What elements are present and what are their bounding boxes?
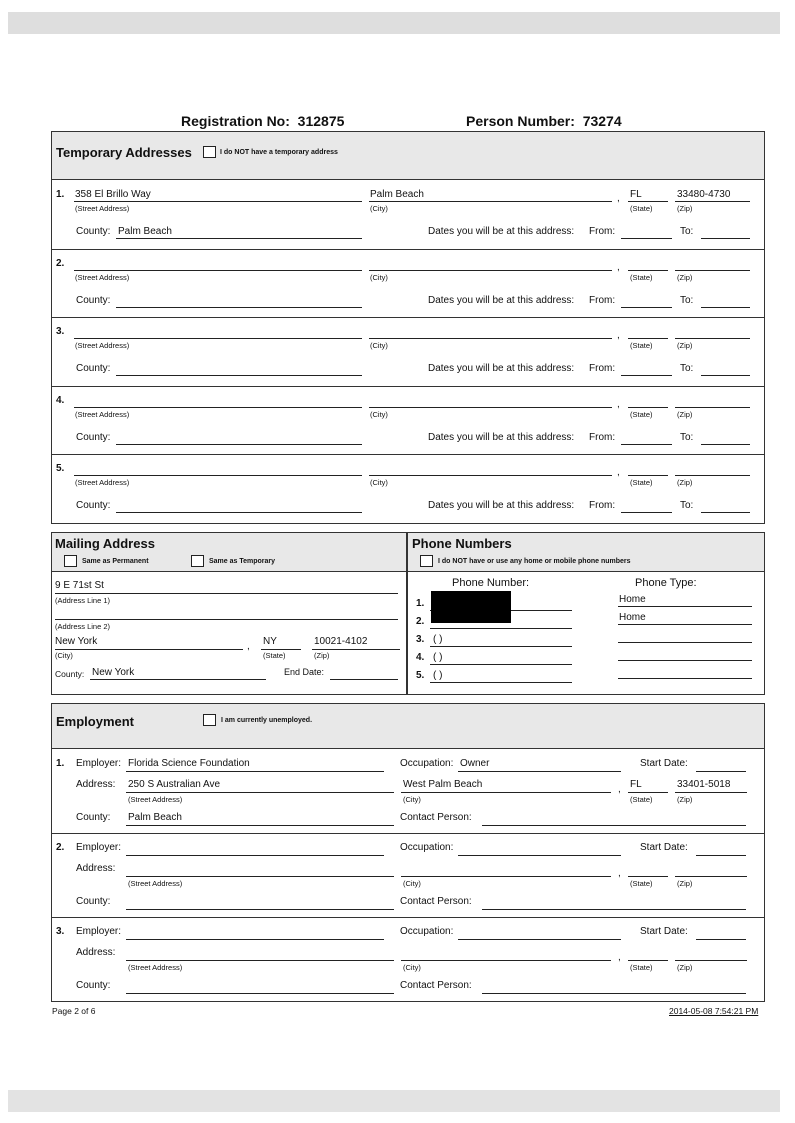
mailing-county-label: County: <box>55 669 85 679</box>
employment-street-caption: (Street Address) <box>128 795 183 804</box>
same-as-temporary-label: Same as Temporary <box>209 558 276 565</box>
temp-from-field[interactable] <box>621 444 672 445</box>
temp-city-caption: (City) <box>370 409 388 419</box>
start-date-label: Start Date: <box>640 926 688 937</box>
temp-zip-caption: (Zip) <box>677 409 693 419</box>
phone-row-number: 2. <box>416 616 425 627</box>
temp-from-label: From: <box>589 226 616 237</box>
phone-number-value: ( ) <box>433 634 443 645</box>
temp-dates-label: Dates you will be at this address: <box>428 363 575 374</box>
employer-label: Employer: <box>76 842 122 853</box>
temp-zip-field[interactable] <box>675 475 750 476</box>
temp-city-field[interactable] <box>369 338 612 339</box>
phone-type-value: Home <box>619 594 646 605</box>
employment-city-caption: (City) <box>403 879 421 888</box>
occupation-field[interactable] <box>458 771 621 772</box>
employer-label: Employer: <box>76 758 122 769</box>
temp-dates-label: Dates you will be at this address: <box>428 226 575 237</box>
employer-label: Employer: <box>76 926 122 937</box>
temp-zip-caption: (Zip) <box>677 478 693 487</box>
address-label: Address: <box>76 779 116 790</box>
temp-street-caption: (Street Address) <box>75 478 130 487</box>
phone-type-field[interactable] <box>618 642 752 643</box>
employment-band <box>52 704 764 749</box>
temp-row-number: 5. <box>56 463 65 474</box>
temp-city-field[interactable] <box>369 407 612 408</box>
employment-city-field[interactable] <box>401 792 611 793</box>
employment-city-comma: , <box>618 868 621 879</box>
mailing-city-caption: (City) <box>55 651 73 660</box>
mailing-state-field[interactable] <box>261 649 301 650</box>
temp-state-field[interactable] <box>628 475 668 476</box>
phone-type-field[interactable] <box>618 660 752 661</box>
employment-state-field[interactable] <box>628 960 668 961</box>
temp-row-divider <box>52 454 764 455</box>
employment-row-number: 3. <box>56 926 65 937</box>
temp-row-divider <box>52 317 764 318</box>
mailing-county-field[interactable] <box>90 679 266 680</box>
temp-row-divider <box>52 249 764 250</box>
mailing-line1-caption: (Address Line 1) <box>55 596 111 605</box>
temp-to-field[interactable] <box>701 444 750 445</box>
phone-row-number: 3. <box>416 634 425 645</box>
occupation-value: Owner <box>460 758 490 769</box>
start-date-field[interactable] <box>696 855 746 856</box>
temp-to-field[interactable] <box>701 307 750 308</box>
employment-zip-caption: (Zip) <box>677 879 693 888</box>
mailing-end-date-field[interactable] <box>330 679 398 680</box>
employment-section <box>51 703 765 1002</box>
temp-street-caption: (Street Address) <box>75 341 130 350</box>
employment-county-label: County: <box>76 980 111 991</box>
contact-person-label: Contact Person: <box>400 896 472 907</box>
start-date-label: Start Date: <box>640 842 688 853</box>
phone-number-field[interactable] <box>430 682 572 683</box>
occupation-label: Occupation: <box>400 758 454 769</box>
temp-county-label: County: <box>76 294 111 306</box>
person-label: Person Number: <box>466 113 575 129</box>
start-date-field[interactable] <box>696 939 746 940</box>
temp-street-caption: (Street Address) <box>75 409 130 419</box>
unemployed-checkbox[interactable] <box>203 714 216 726</box>
employment-state-caption: (State) <box>630 795 653 804</box>
employer-field[interactable] <box>126 855 384 856</box>
temp-city-value: Palm Beach <box>370 189 424 200</box>
mailing-line1-field[interactable] <box>55 593 398 594</box>
mailing-zip-caption: (Zip) <box>314 651 330 660</box>
mailing-state-caption: (State) <box>263 651 286 660</box>
temp-from-field[interactable] <box>621 512 672 513</box>
temp-county-label: County: <box>76 363 111 374</box>
registration-label: Registration No: <box>181 113 290 129</box>
employment-zip-caption: (Zip) <box>677 963 693 972</box>
temp-city-field[interactable] <box>369 475 612 476</box>
temp-from-field[interactable] <box>621 375 672 376</box>
temp-city-caption: (City) <box>370 478 388 487</box>
temp-county-label: County: <box>76 431 111 443</box>
temp-county-field[interactable] <box>116 512 362 513</box>
contact-person-label: Contact Person: <box>400 980 472 991</box>
employment-street-caption: (Street Address) <box>128 963 183 972</box>
temp-city-caption: (City) <box>370 272 388 282</box>
temp-county-field[interactable] <box>116 375 362 376</box>
mailing-end-date-label: End Date: <box>284 667 325 677</box>
address-label: Address: <box>76 947 116 958</box>
phone-numbers-section <box>407 532 765 695</box>
mailing-state-value: NY <box>263 636 277 647</box>
phone-number-value: ( ) <box>433 652 443 663</box>
temp-state-caption: (State) <box>630 478 653 487</box>
no-phone-checkbox[interactable] <box>420 555 433 567</box>
start-date-label: Start Date: <box>640 758 688 769</box>
temp-street-caption: (Street Address) <box>75 272 130 282</box>
employment-zip-caption: (Zip) <box>677 795 693 804</box>
mailing-city-field[interactable] <box>55 649 243 650</box>
registration-line <box>181 113 344 129</box>
contact-person-field[interactable] <box>482 825 746 826</box>
temp-street-caption: (Street Address) <box>75 204 130 213</box>
phone-row-number: 5. <box>416 670 425 681</box>
phone-type-field[interactable] <box>618 678 752 679</box>
employment-row-number: 2. <box>56 842 65 853</box>
temp-zip-caption: (Zip) <box>677 341 693 350</box>
phone-type-value: Home <box>619 612 646 623</box>
temp-from-label: From: <box>589 363 616 374</box>
temp-county-field[interactable] <box>116 307 362 308</box>
registration-number: 312875 <box>297 113 345 129</box>
phone-row-number: 4. <box>416 652 425 663</box>
temp-from-label: From: <box>589 431 616 443</box>
print-timestamp: 2014-05-08 7:54:21 PM <box>669 1006 759 1016</box>
employment-zip-field[interactable] <box>675 792 747 793</box>
occupation-label: Occupation: <box>400 842 454 853</box>
temp-state-caption: (State) <box>630 272 653 282</box>
occupation-field[interactable] <box>458 939 621 940</box>
employment-state-caption: (State) <box>630 963 653 972</box>
mailing-address-title: Mailing Address <box>55 536 155 551</box>
employment-street-field[interactable] <box>126 960 394 961</box>
contact-person-field[interactable] <box>482 909 746 910</box>
temp-street-field[interactable] <box>74 201 362 202</box>
employment-state-value: FL <box>630 779 642 790</box>
scan-edge-bottom <box>8 1090 780 1112</box>
same-as-permanent-label: Same as Permanent <box>82 558 149 565</box>
temp-row-number: 3. <box>56 326 65 337</box>
employment-city-value: West Palm Beach <box>403 779 483 790</box>
employer-value: Florida Science Foundation <box>128 758 250 769</box>
contact-person-field[interactable] <box>482 993 746 994</box>
temp-state-value: FL <box>630 189 642 200</box>
employment-state-field[interactable] <box>628 792 668 793</box>
employment-county-field[interactable] <box>126 909 394 910</box>
temp-to-field[interactable] <box>701 238 750 239</box>
temp-zip-field[interactable] <box>675 270 750 271</box>
temp-zip-field[interactable] <box>675 407 750 408</box>
employment-city-field[interactable] <box>401 960 611 961</box>
mailing-zip-value: 10021-4102 <box>314 636 368 647</box>
temp-dates-label: Dates you will be at this address: <box>428 294 575 306</box>
temp-from-label: From: <box>589 294 616 306</box>
temp-state-field[interactable] <box>628 407 668 408</box>
employment-street-value: 250 S Australian Ave <box>128 779 221 790</box>
temp-to-label: To: <box>680 431 694 443</box>
phone-row-number: 1. <box>416 598 425 609</box>
phone-number-field[interactable] <box>430 646 572 647</box>
employment-zip-field[interactable] <box>675 876 747 877</box>
person-number: 73274 <box>582 113 622 129</box>
employment-state-caption: (State) <box>630 879 653 888</box>
phone-redaction <box>431 609 511 623</box>
temp-county-field[interactable] <box>116 444 362 445</box>
temp-city-field[interactable] <box>369 201 612 202</box>
temp-to-label: To: <box>680 363 694 374</box>
employment-county-label: County: <box>76 812 111 823</box>
temp-row-number: 1. <box>56 189 65 200</box>
phone-number-field[interactable] <box>430 664 572 665</box>
employment-state-field[interactable] <box>628 876 668 877</box>
no-phone-label: I do NOT have or use any home or mobile phone numbers <box>438 558 631 565</box>
employment-city-caption: (City) <box>403 795 421 804</box>
employment-city-comma: , <box>618 784 621 795</box>
phone-type-header: Phone Type: <box>635 577 697 589</box>
temp-to-label: To: <box>680 294 694 306</box>
employment-city-comma: , <box>618 952 621 963</box>
temp-street-value: 358 El Brillo Way <box>75 189 151 200</box>
employment-street-caption: (Street Address) <box>128 879 183 888</box>
temp-from-field[interactable] <box>621 307 672 308</box>
mailing-line2-caption: (Address Line 2) <box>55 622 111 631</box>
temp-state-field[interactable] <box>628 201 668 202</box>
employment-title: Employment <box>56 714 135 729</box>
employment-county-label: County: <box>76 896 111 907</box>
temp-county-field[interactable] <box>116 238 362 239</box>
temp-state-caption: (State) <box>630 204 653 213</box>
temp-street-field[interactable] <box>74 475 362 476</box>
contact-person-label: Contact Person: <box>400 812 472 823</box>
employment-city-field[interactable] <box>401 876 611 877</box>
start-date-field[interactable] <box>696 771 746 772</box>
employment-county-field[interactable] <box>126 825 394 826</box>
employment-county-field[interactable] <box>126 993 394 994</box>
phone-numbers-title: Phone Numbers <box>412 536 512 551</box>
temp-zip-field[interactable] <box>675 338 750 339</box>
mailing-zip-field[interactable] <box>312 649 400 650</box>
phone-number-header: Phone Number: <box>452 577 530 589</box>
employment-zip-value: 33401-5018 <box>677 779 731 790</box>
temp-row-divider <box>52 386 764 387</box>
temp-street-field[interactable] <box>74 270 362 271</box>
page-number: Page 2 of 6 <box>52 1006 96 1016</box>
temp-zip-field[interactable] <box>675 201 750 202</box>
mailing-address-section <box>51 532 407 695</box>
temp-to-label: To: <box>680 226 694 237</box>
scan-edge-top <box>8 12 780 34</box>
temp-dates-label: Dates you will be at this address: <box>428 500 575 511</box>
same-as-temporary-checkbox[interactable] <box>191 555 204 567</box>
person-line <box>466 113 622 129</box>
temp-state-caption: (State) <box>630 341 653 350</box>
temp-to-field[interactable] <box>701 512 750 513</box>
temp-row-number: 2. <box>56 257 65 269</box>
temp-city-comma: , <box>617 193 620 204</box>
temp-city-field[interactable] <box>369 270 612 271</box>
occupation-field[interactable] <box>458 855 621 856</box>
temp-zip-value: 33480-4730 <box>677 189 731 200</box>
no-temp-address-label: I do NOT have a temporary address <box>220 149 338 156</box>
temp-zip-caption: (Zip) <box>677 204 693 213</box>
temp-state-caption: (State) <box>630 409 653 419</box>
temp-to-field[interactable] <box>701 375 750 376</box>
employment-zip-field[interactable] <box>675 960 747 961</box>
employer-field[interactable] <box>126 939 384 940</box>
employment-county-value: Palm Beach <box>128 812 182 823</box>
temp-county-label: County: <box>76 226 111 237</box>
temp-city-caption: (City) <box>370 204 388 213</box>
temporary-addresses-title: Temporary Addresses <box>56 145 192 160</box>
phone-number-value: ( ) <box>433 670 443 681</box>
temp-street-field[interactable] <box>74 407 362 408</box>
temp-county-label: County: <box>76 500 111 511</box>
phone-redaction <box>431 591 511 611</box>
temp-city-comma: , <box>617 467 620 478</box>
employment-street-field[interactable] <box>126 876 394 877</box>
temp-county-value: Palm Beach <box>118 226 172 237</box>
temp-dates-label: Dates you will be at this address: <box>428 431 575 443</box>
employment-row-divider <box>52 833 764 834</box>
phone-number-field[interactable] <box>430 628 572 629</box>
phone-type-field[interactable] <box>618 624 752 625</box>
temp-row-number: 4. <box>56 394 65 406</box>
temp-to-label: To: <box>680 500 694 511</box>
employer-field[interactable] <box>126 771 384 772</box>
employment-city-caption: (City) <box>403 963 421 972</box>
temp-city-comma: , <box>617 261 620 273</box>
mailing-line1-value: 9 E 71st St <box>55 580 104 591</box>
same-as-permanent-checkbox[interactable] <box>64 555 77 567</box>
temp-state-field[interactable] <box>628 338 668 339</box>
occupation-label: Occupation: <box>400 926 454 937</box>
temp-city-comma: , <box>617 330 620 341</box>
no-temp-address-checkbox[interactable] <box>203 146 216 158</box>
temp-city-comma: , <box>617 398 620 410</box>
employment-street-field[interactable] <box>126 792 394 793</box>
temp-state-field[interactable] <box>628 270 668 271</box>
temp-from-label: From: <box>589 500 616 511</box>
temp-city-caption: (City) <box>370 341 388 350</box>
employment-row-number: 1. <box>56 758 65 769</box>
temporary-addresses-section <box>51 131 765 524</box>
mailing-county-value: New York <box>92 667 135 678</box>
temp-zip-caption: (Zip) <box>677 272 693 282</box>
employment-row-divider <box>52 917 764 918</box>
address-label: Address: <box>76 863 116 874</box>
mailing-city-value: New York <box>55 636 98 647</box>
unemployed-label: I am currently unemployed. <box>221 717 313 724</box>
temp-street-field[interactable] <box>74 338 362 339</box>
mailing-city-comma: , <box>247 641 250 652</box>
mailing-line2-field[interactable] <box>55 619 398 620</box>
temp-from-field[interactable] <box>621 238 672 239</box>
phone-type-field[interactable] <box>618 606 752 607</box>
